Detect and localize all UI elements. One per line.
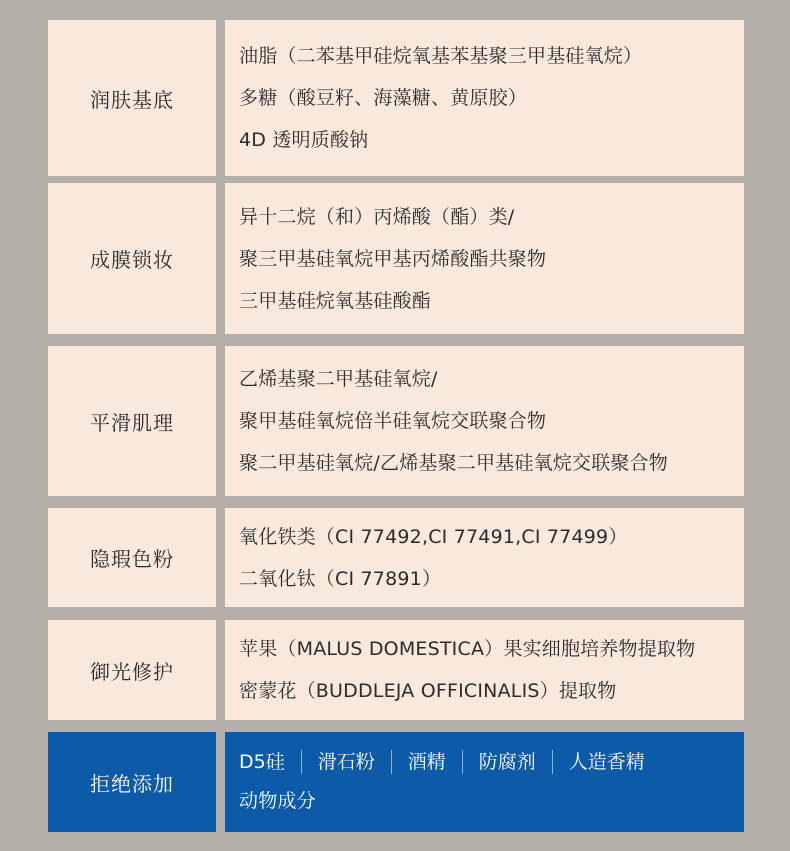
ingredient-line: 聚二甲基硅氧烷/乙烯基聚二甲基硅氧烷交联聚合物	[239, 452, 669, 474]
ingredient-row-color-powder	[48, 508, 744, 607]
exclusion-tag: D5硅	[239, 751, 285, 773]
exclusion-tag: 酒精	[391, 750, 462, 774]
ingredient-line: 4D 透明质酸钠	[239, 129, 369, 151]
exclusion-extra: 动物成分	[239, 790, 316, 812]
row-ingredient-list	[225, 346, 744, 496]
exclusion-label: 拒绝添加	[48, 732, 216, 832]
ingredient-line: 三甲基硅烷氧基硅酸酯	[239, 289, 432, 312]
ingredient-line: 多糖（酸豆籽、海藻糖、黄原胶）	[239, 87, 528, 109]
row-category-label: 润肤基底	[48, 20, 216, 176]
row-ingredient-list	[225, 620, 744, 720]
exclusion-tag: 滑石粉	[301, 750, 391, 774]
ingredient-line: 乙烯基聚二甲基硅氧烷/	[239, 368, 438, 390]
ingredient-row-film-forming	[48, 183, 744, 334]
ingredient-line: 异十二烷（和）丙烯酸（酯）类/	[239, 205, 515, 228]
ingredient-line: 二氧化钛（CI 77891）	[239, 567, 442, 590]
ingredient-line: 聚三甲基硅氧烷甲基丙烯酸酯共聚物	[239, 247, 547, 270]
row-category-label: 御光修护	[48, 620, 216, 720]
exclusion-tag: 防腐剂	[462, 750, 552, 774]
row-category-label: 成膜锁妆	[48, 183, 216, 334]
row-category-label: 隐瑕色粉	[48, 508, 216, 607]
row-category-label: 平滑肌理	[48, 346, 216, 496]
exclusion-tag: 人造香精	[552, 750, 661, 774]
ingredient-row-moisturizing-base	[48, 20, 744, 176]
exclusion-row	[48, 732, 744, 832]
ingredient-line: 油脂（二苯基甲硅烷氧基苯基聚三甲基硅氧烷）	[239, 45, 643, 67]
ingredient-row-smoothing	[48, 346, 744, 496]
ingredient-line: 密蒙花（BUDDLEJA OFFICINALIS）提取物	[239, 680, 617, 702]
exclusion-tags	[239, 743, 744, 781]
exclusion-list	[225, 732, 744, 832]
row-ingredient-list	[225, 508, 744, 607]
ingredient-row-light-repair	[48, 620, 744, 720]
ingredient-line: 氧化铁类（CI 77492,CI 77491,CI 77499）	[239, 525, 628, 548]
row-ingredient-list	[225, 183, 744, 334]
ingredient-line: 苹果（MALUS DOMESTICA）果实细胞培养物提取物	[239, 638, 696, 660]
ingredient-line: 聚甲基硅氧烷倍半硅氧烷交联聚合物	[239, 410, 547, 432]
row-ingredient-list	[225, 20, 744, 176]
